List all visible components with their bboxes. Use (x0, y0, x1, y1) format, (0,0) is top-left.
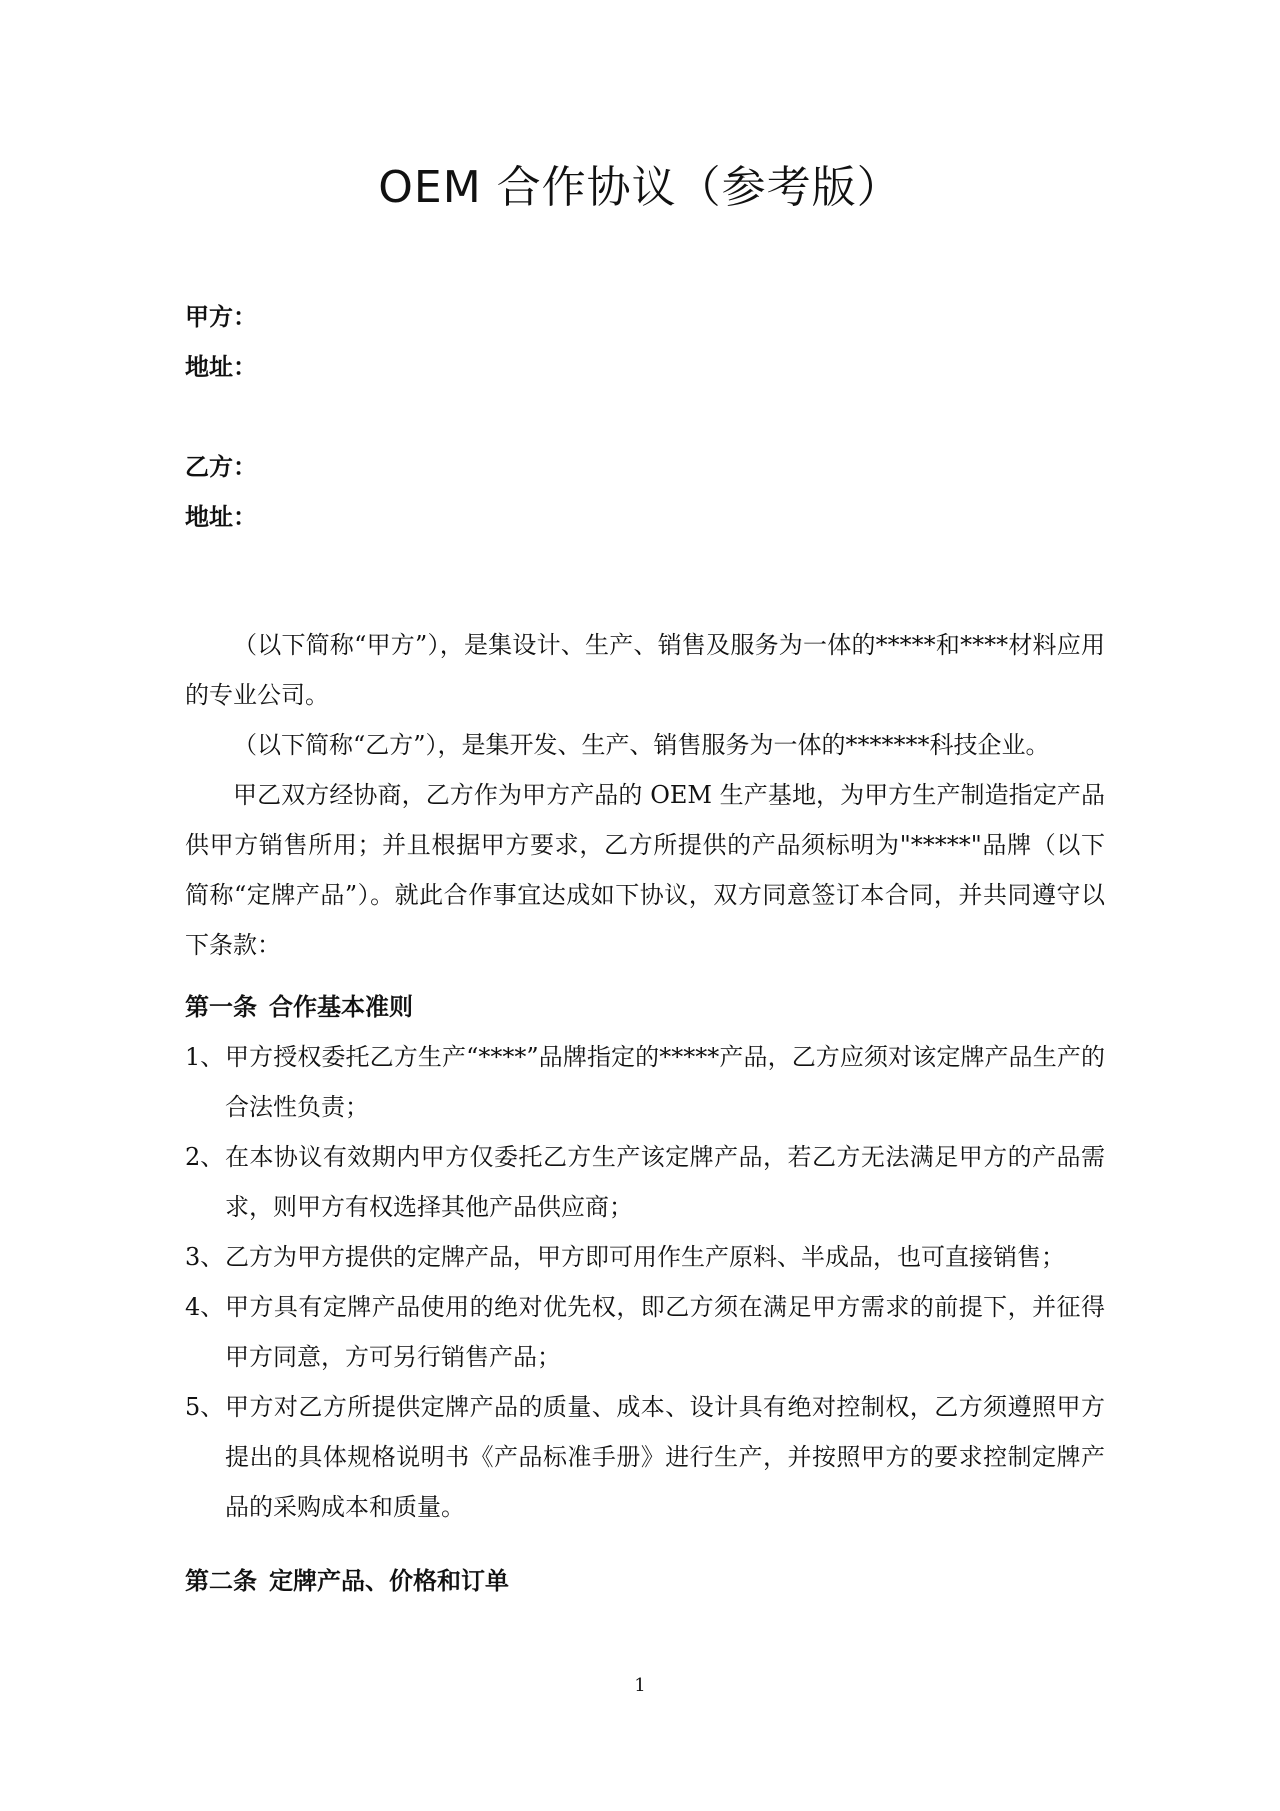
article-1-number: 第一条 (185, 993, 257, 1021)
clause-index: 3、 (185, 1243, 225, 1271)
article-2-title: 定牌产品、价格和订单 (269, 1567, 509, 1595)
party-a-label: 甲方： (185, 303, 257, 331)
intro-paragraph-agreement: 甲乙双方经协商，乙方作为甲方产品的 OEM 生产基地，为甲方生产制造指定产品供甲方销售所用；并且根据甲方要求，乙方所提供的产品须标明为"*****"品牌（以下简称“定牌产品”）。就此合作事宜达成如下协议，双方同意签订本合同，并共同遵守以下条款： (185, 781, 1105, 959)
party-a-address-label: 地址： (185, 353, 257, 381)
article-2-number: 第二条 (185, 1567, 257, 1595)
article-1-heading (185, 982, 1105, 1032)
intro-paragraph-party-a: （以下简称“甲方”），是集设计、生产、销售及服务为一体的*****和****材料应用的专业公司。 (185, 631, 1105, 709)
article-2-heading (185, 1556, 1105, 1606)
intro-paragraph-party-b: （以下简称“乙方”），是集开发、生产、销售服务为一体的*******科技企业。 (233, 731, 1050, 759)
clause-text: 甲方具有定牌产品使用的绝对优先权，即乙方须在满足甲方需求的前提下，并征得甲方同意，方可另行销售产品； (225, 1293, 1105, 1371)
clause-index: 4、 (185, 1293, 225, 1321)
clause-item (185, 1282, 1105, 1382)
document-body (185, 292, 1105, 1606)
clause-item (185, 1132, 1105, 1232)
document-title: OEM 合作协议（参考版） (378, 162, 902, 213)
clause-item (185, 1232, 1105, 1282)
clause-text: 在本协议有效期内甲方仅委托乙方生产该定牌产品，若乙方无法满足甲方的产品需求，则甲方有权选择其他产品供应商； (225, 1143, 1105, 1221)
clause-text: 甲方对乙方所提供定牌产品的质量、成本、设计具有绝对控制权，乙方须遵照甲方提出的具体规格说明书《产品标准手册》进行生产，并按照甲方的要求控制定牌产品的采购成本和质量。 (225, 1393, 1105, 1521)
page-number: 1 (634, 1675, 646, 1696)
party-b-label: 乙方： (185, 453, 257, 481)
party-b-address-label: 地址： (185, 503, 257, 531)
spacer (185, 542, 1105, 620)
clause-text: 乙方为甲方提供的定牌产品，甲方即可用作生产原料、半成品，也可直接销售； (225, 1243, 1065, 1271)
spacer (185, 392, 1105, 442)
clause-index: 2、 (185, 1143, 225, 1171)
clause-item (185, 1032, 1105, 1132)
clause-index: 5、 (185, 1393, 225, 1421)
clause-index: 1、 (185, 1043, 225, 1071)
article-1-title: 合作基本准则 (269, 993, 413, 1021)
clause-item (185, 1382, 1105, 1532)
clause-text: 甲方授权委托乙方生产“****”品牌指定的*****产品，乙方应须对该定牌产品生产的合法性负责； (225, 1043, 1105, 1121)
